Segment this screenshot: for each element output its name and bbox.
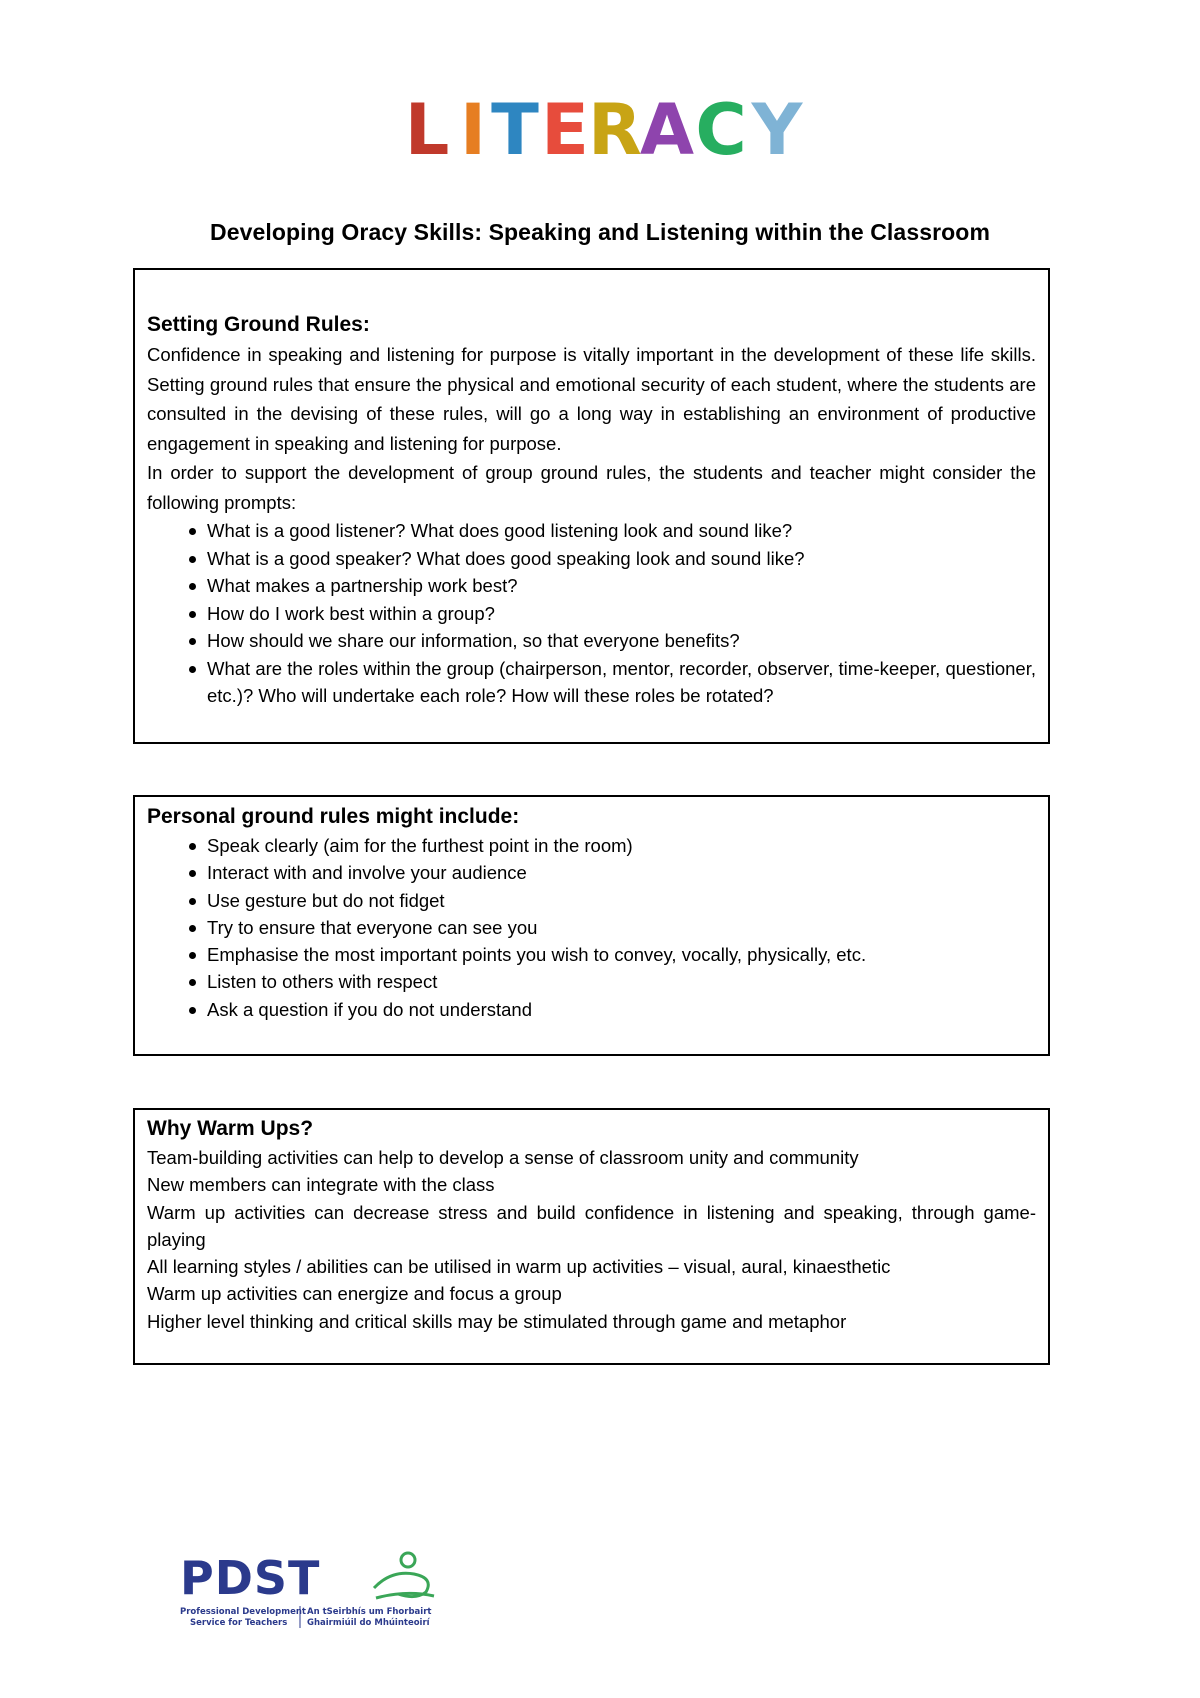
figure-icon [374,1553,434,1598]
pdst-logo [176,1548,466,1633]
logo-letter: R [588,89,642,162]
bullet-icon [189,979,196,986]
list-item: What are the roles within the group (chairperson, mentor, recorder, observer, time-keeper, questioner, etc.)? Who will undertake each role? How will these roles be rotated? [147,655,1036,710]
bullet-icon [189,611,196,618]
prompts-list [147,517,1036,710]
bullet-icon [189,638,196,645]
list-item: How do I work best within a group? [147,600,1036,628]
personal-rules-list [147,832,1036,1023]
warm-ups-heading: Why Warm Ups? [147,1117,314,1140]
bullet-icon [189,870,196,877]
literacy-logo [405,86,810,162]
bullet-icon [189,666,196,673]
list-item: What makes a partnership work best? [147,572,1036,600]
list-item: Emphasise the most important points you wish to convey, vocally, physically, etc. [147,941,1036,968]
page-title: Developing Oracy Skills: Speaking and Listening within the Classroom [209,219,991,245]
list-item: What is a good listener? What does good listening look and sound like? [147,517,1036,545]
list-item: Ask a question if you do not understand [147,996,1036,1023]
list-item: Speak clearly (aim for the furthest point in the room) [147,832,1036,859]
list-item: What is a good speaker? What does good speaking look and sound like? [147,545,1036,573]
warm-ups-list [147,1144,1036,1335]
logo-letter: L [405,89,450,162]
pdst-irish-line2: Ghairmiúil do Mhúinteoirí [307,1618,430,1628]
logo-letter: C [695,89,747,162]
list-item: Team-building activities can help to develop a sense of classroom unity and community [147,1147,859,1168]
logo-letter: T [491,89,539,162]
list-item: Try to ensure that everyone can see you [147,914,1036,941]
list-item: New members can integrate with the class [147,1174,495,1196]
pdst-irish-line1: An tSeirbhís um Fhorbairt [307,1607,432,1617]
logo-letter: E [541,89,589,162]
pdst-english-line1: Professional Development [180,1607,306,1617]
bullet-icon [189,583,196,590]
ground-rules-intro: In order to support the development of group ground rules, the students and teacher might consider the following prompts: [147,462,1036,513]
list-item: Listen to others with respect [147,968,1036,995]
list-item: Interact with and involve your audience [147,859,1036,886]
bullet-icon [189,556,196,563]
bullet-icon [189,1007,196,1014]
bullet-icon [189,898,196,905]
ground-rules-box [133,268,1050,744]
personal-rules-heading: Personal ground rules might include: [147,805,520,828]
ground-rules-paragraph: Confidence in speaking and listening for purpose is vitally important in the development of these life skills. Setting ground rules that ensure the physical and emotional security of each student, where the students are consulted in the devising of these rules, will go a long way in establishing an environment of productive engagement in speaking and listening for purpose. [147,344,1036,454]
list-item: Use gesture but do not fidget [147,887,1036,914]
personal-rules-box [133,795,1050,1056]
logo-letter: Y [751,89,803,162]
bullet-icon [189,528,196,535]
pdst-english-line2: Service for Teachers [190,1618,288,1628]
warm-ups-box [133,1108,1050,1365]
bullet-icon [189,952,196,959]
list-item: Higher level thinking and critical skills may be stimulated through game and metaphor [147,1310,847,1332]
pdst-wordmark: PDST [180,1551,321,1605]
logo-letter: I [459,89,487,162]
list-item: Warm up activities can decrease stress and build confidence in listening and speaking, through game-playing [147,1201,1036,1250]
list-item: Warm up activities can energize and focus a group [147,1283,562,1305]
list-item: How should we share our information, so that everyone benefits? [147,627,1036,655]
ground-rules-heading: Setting Ground Rules: [147,313,370,336]
bullet-icon [189,843,196,850]
bullet-icon [189,925,196,932]
list-item: All learning styles / abilities can be utilised in warm up activities – visual, aural, kinaesthetic [147,1256,891,1278]
logo-letter: A [639,89,695,162]
